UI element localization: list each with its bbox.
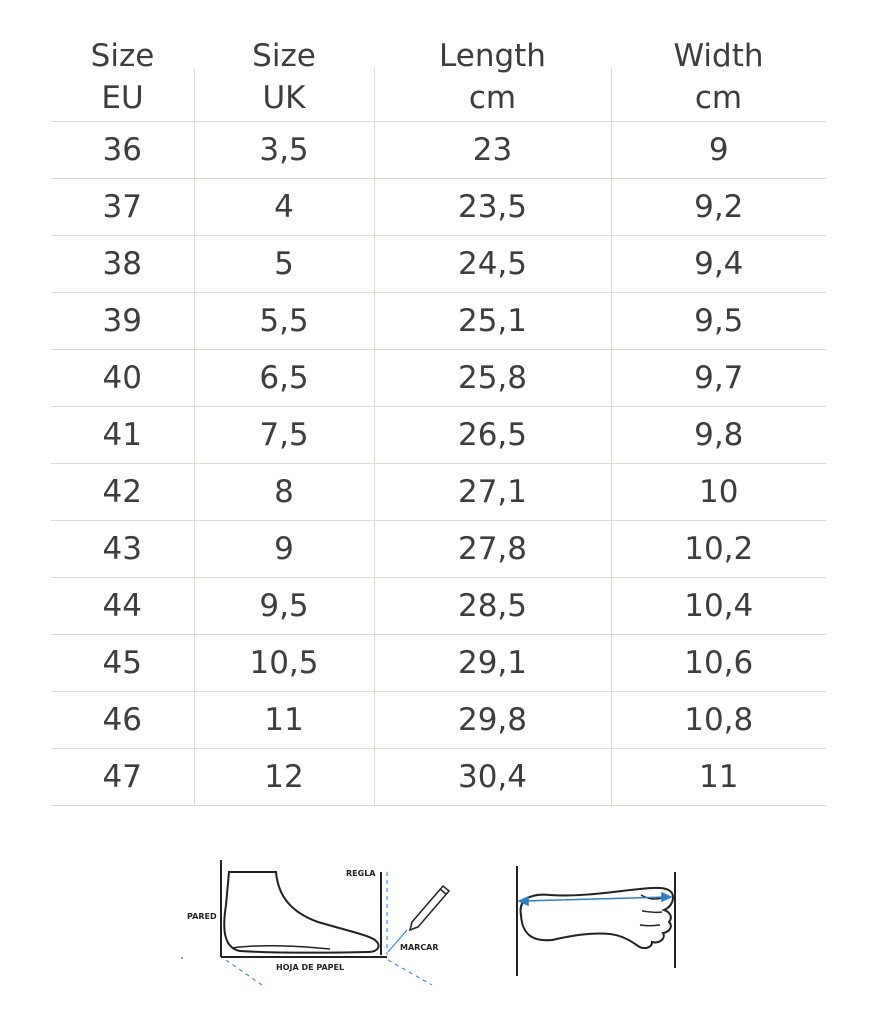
cell-length: 25,8 xyxy=(374,350,611,407)
label-hoja-de-papel: HOJA DE PAPEL xyxy=(276,963,345,972)
pencil-icon xyxy=(410,886,449,930)
cell-size-uk: 7,5 xyxy=(194,407,374,464)
header-line: cm xyxy=(694,80,743,116)
cell-length: 27,1 xyxy=(374,464,611,521)
cell-length: 25,1 xyxy=(374,293,611,350)
cell-size-eu: 37 xyxy=(51,179,194,236)
cell-size-eu: 47 xyxy=(51,749,194,806)
cell-width: 10,8 xyxy=(611,692,826,749)
top-view-foot-illustration xyxy=(517,866,675,976)
cell-width: 10 xyxy=(611,464,826,521)
cell-size-eu: 43 xyxy=(51,521,194,578)
cell-size-uk: 3,5 xyxy=(194,122,374,179)
cell-length: 29,1 xyxy=(374,635,611,692)
cell-length: 23 xyxy=(374,122,611,179)
cell-size-eu: 40 xyxy=(51,350,194,407)
cell-size-uk: 11 xyxy=(194,692,374,749)
cell-width: 9,4 xyxy=(611,236,826,293)
cell-size-uk: 10,5 xyxy=(194,635,374,692)
cell-width: 9,8 xyxy=(611,407,826,464)
header-line: cm xyxy=(468,80,517,116)
cell-length: 30,4 xyxy=(374,749,611,806)
cell-size-eu: 39 xyxy=(51,293,194,350)
cell-width: 9,5 xyxy=(611,293,826,350)
cell-width: 10,4 xyxy=(611,578,826,635)
cell-size-uk: 12 xyxy=(194,749,374,806)
foot-sole-line xyxy=(232,946,330,949)
header-line: Width xyxy=(673,38,764,74)
cell-size-eu: 41 xyxy=(51,407,194,464)
header-line: EU xyxy=(101,80,144,116)
cell-size-uk: 5 xyxy=(194,236,374,293)
cell-size-eu: 45 xyxy=(51,635,194,692)
cell-length: 27,8 xyxy=(374,521,611,578)
header-line: Size xyxy=(252,38,316,74)
cell-size-eu: 36 xyxy=(51,122,194,179)
cell-length: 29,8 xyxy=(374,692,611,749)
cell-length: 23,5 xyxy=(374,179,611,236)
cell-size-uk: 5,5 xyxy=(194,293,374,350)
cell-size-eu: 44 xyxy=(51,578,194,635)
header-line: Size xyxy=(90,38,155,74)
cell-width: 11 xyxy=(611,749,826,806)
toe-line xyxy=(642,911,662,912)
cell-size-eu: 42 xyxy=(51,464,194,521)
label-regla: REGLA xyxy=(346,869,376,878)
toe-line xyxy=(640,925,660,926)
header-line: UK xyxy=(262,80,306,116)
cell-width: 9,7 xyxy=(611,350,826,407)
foot-side-icon xyxy=(224,872,378,953)
cell-size-eu: 46 xyxy=(51,692,194,749)
cell-width: 10,6 xyxy=(611,635,826,692)
cell-length: 26,5 xyxy=(374,407,611,464)
cell-width: 9 xyxy=(611,122,826,179)
cell-size-uk: 8 xyxy=(194,464,374,521)
cell-size-uk: 9,5 xyxy=(194,578,374,635)
dot-mark xyxy=(181,957,183,959)
cell-size-uk: 9 xyxy=(194,521,374,578)
cell-length: 28,5 xyxy=(374,578,611,635)
cell-size-uk: 4 xyxy=(194,179,374,236)
label-pared: PARED xyxy=(187,912,217,921)
paper-guide-left xyxy=(226,960,262,985)
cell-width: 10,2 xyxy=(611,521,826,578)
cell-size-eu: 38 xyxy=(51,236,194,293)
cell-size-uk: 6,5 xyxy=(194,350,374,407)
cell-width: 9,2 xyxy=(611,179,826,236)
paper-guide-right xyxy=(388,960,432,985)
header-line: Length xyxy=(439,38,546,74)
cell-length: 24,5 xyxy=(374,236,611,293)
label-marcar: MARCAR xyxy=(400,943,439,952)
